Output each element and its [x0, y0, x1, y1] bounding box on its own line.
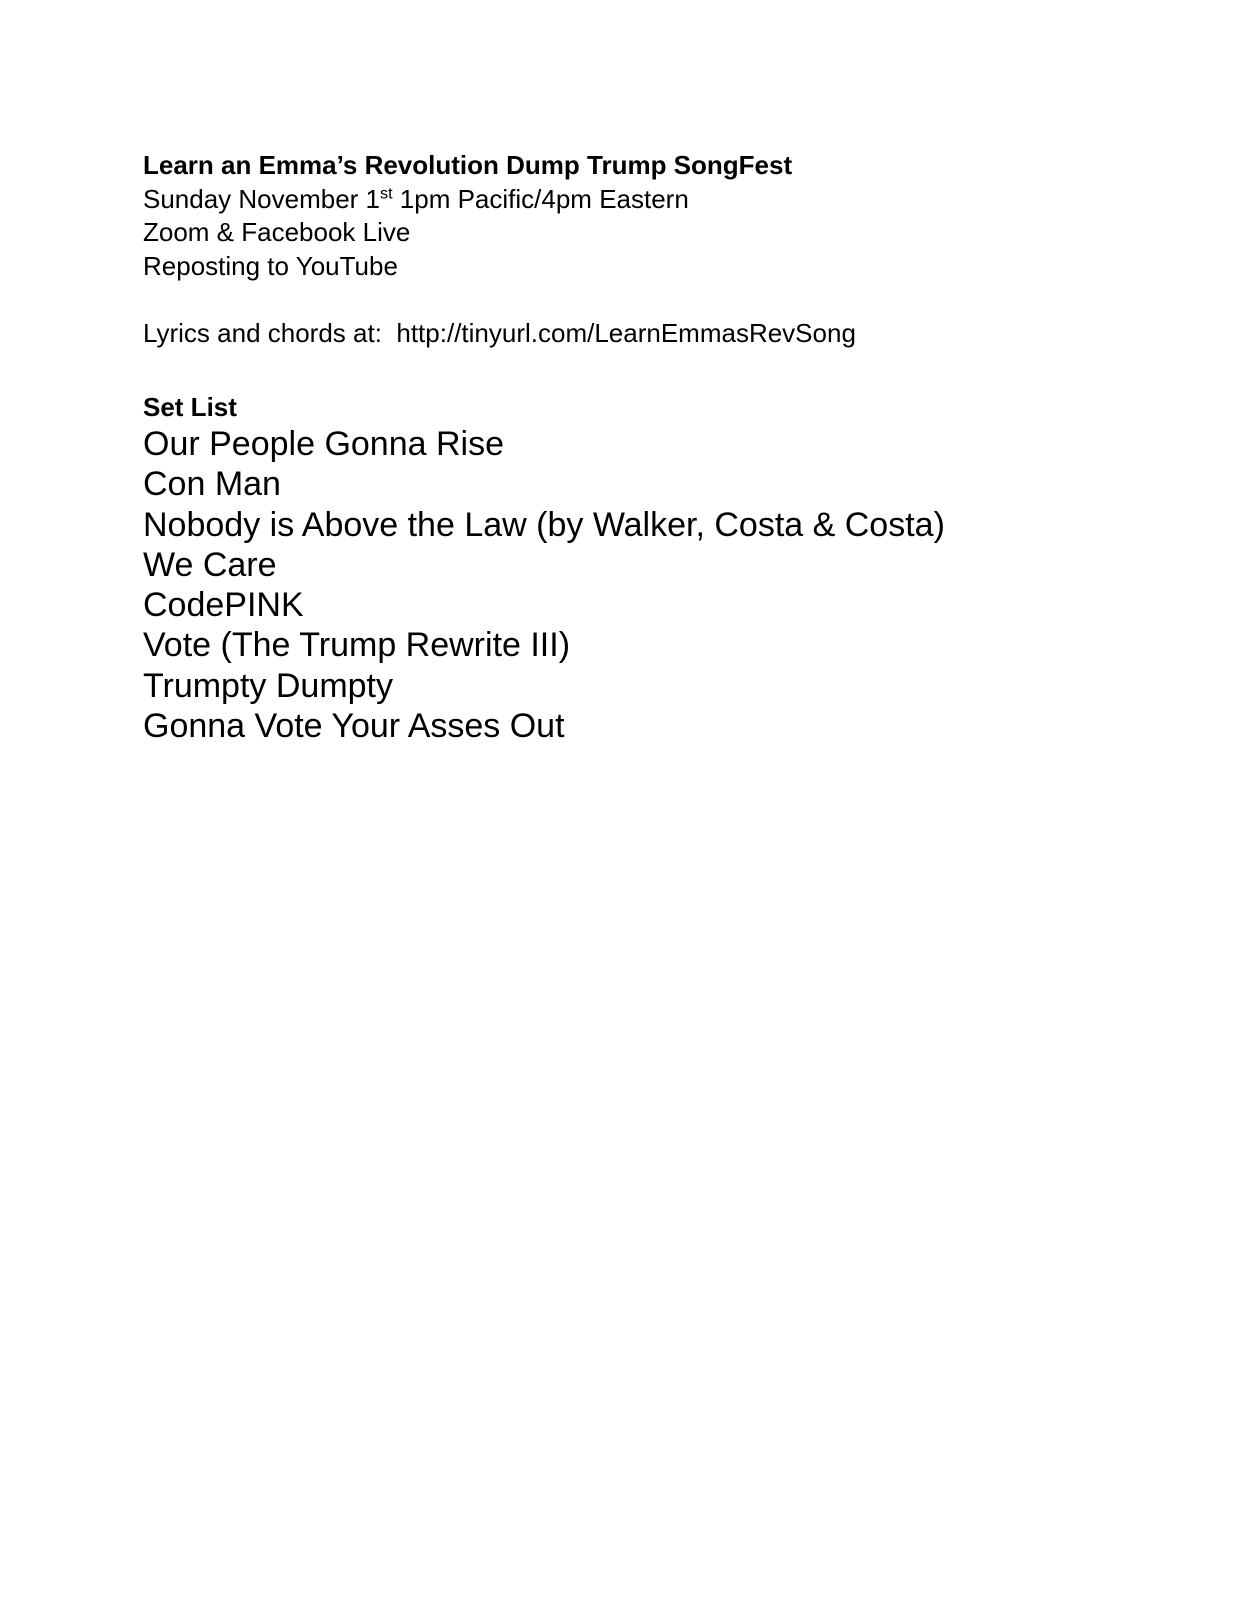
date-line: [143, 183, 1156, 217]
setlist-item: Vote (The Trump Rewrite III): [143, 626, 571, 665]
document-title: Learn an Emma’s Revolution Dump Trump SongFest: [143, 150, 793, 180]
setlist: [143, 424, 1156, 746]
blank-line: [143, 350, 1156, 391]
setlist-heading: Set List: [143, 391, 237, 422]
setlist-item: Trumpty Dumpty: [143, 666, 394, 705]
setlist-item: Our People Gonna Rise: [143, 425, 504, 463]
repost-line: Reposting to YouTube: [143, 250, 398, 281]
blank-line: [143, 283, 1156, 317]
setlist-item: Gonna Vote Your Asses Out: [143, 707, 565, 746]
date-line-prefix: Sunday November 1: [143, 183, 381, 214]
lyrics-label: Lyrics and chords at:: [143, 317, 397, 348]
setlist-item: We Care: [143, 545, 277, 584]
date-ordinal-superscript: st: [380, 183, 393, 202]
lyrics-line: [143, 317, 1156, 351]
setlist-item: Nobody is Above the Law (by Walker, Costa & Costa): [143, 505, 945, 544]
setlist-item: CodePINK: [143, 586, 304, 625]
date-line-suffix: 1pm Pacific/4pm Eastern: [392, 183, 689, 214]
setlist-item: Con Man: [143, 465, 281, 504]
platform-line: Zoom & Facebook Live: [143, 217, 411, 247]
lyrics-url: http://tinyurl.com/LearnEmmasRevSong: [396, 317, 856, 348]
